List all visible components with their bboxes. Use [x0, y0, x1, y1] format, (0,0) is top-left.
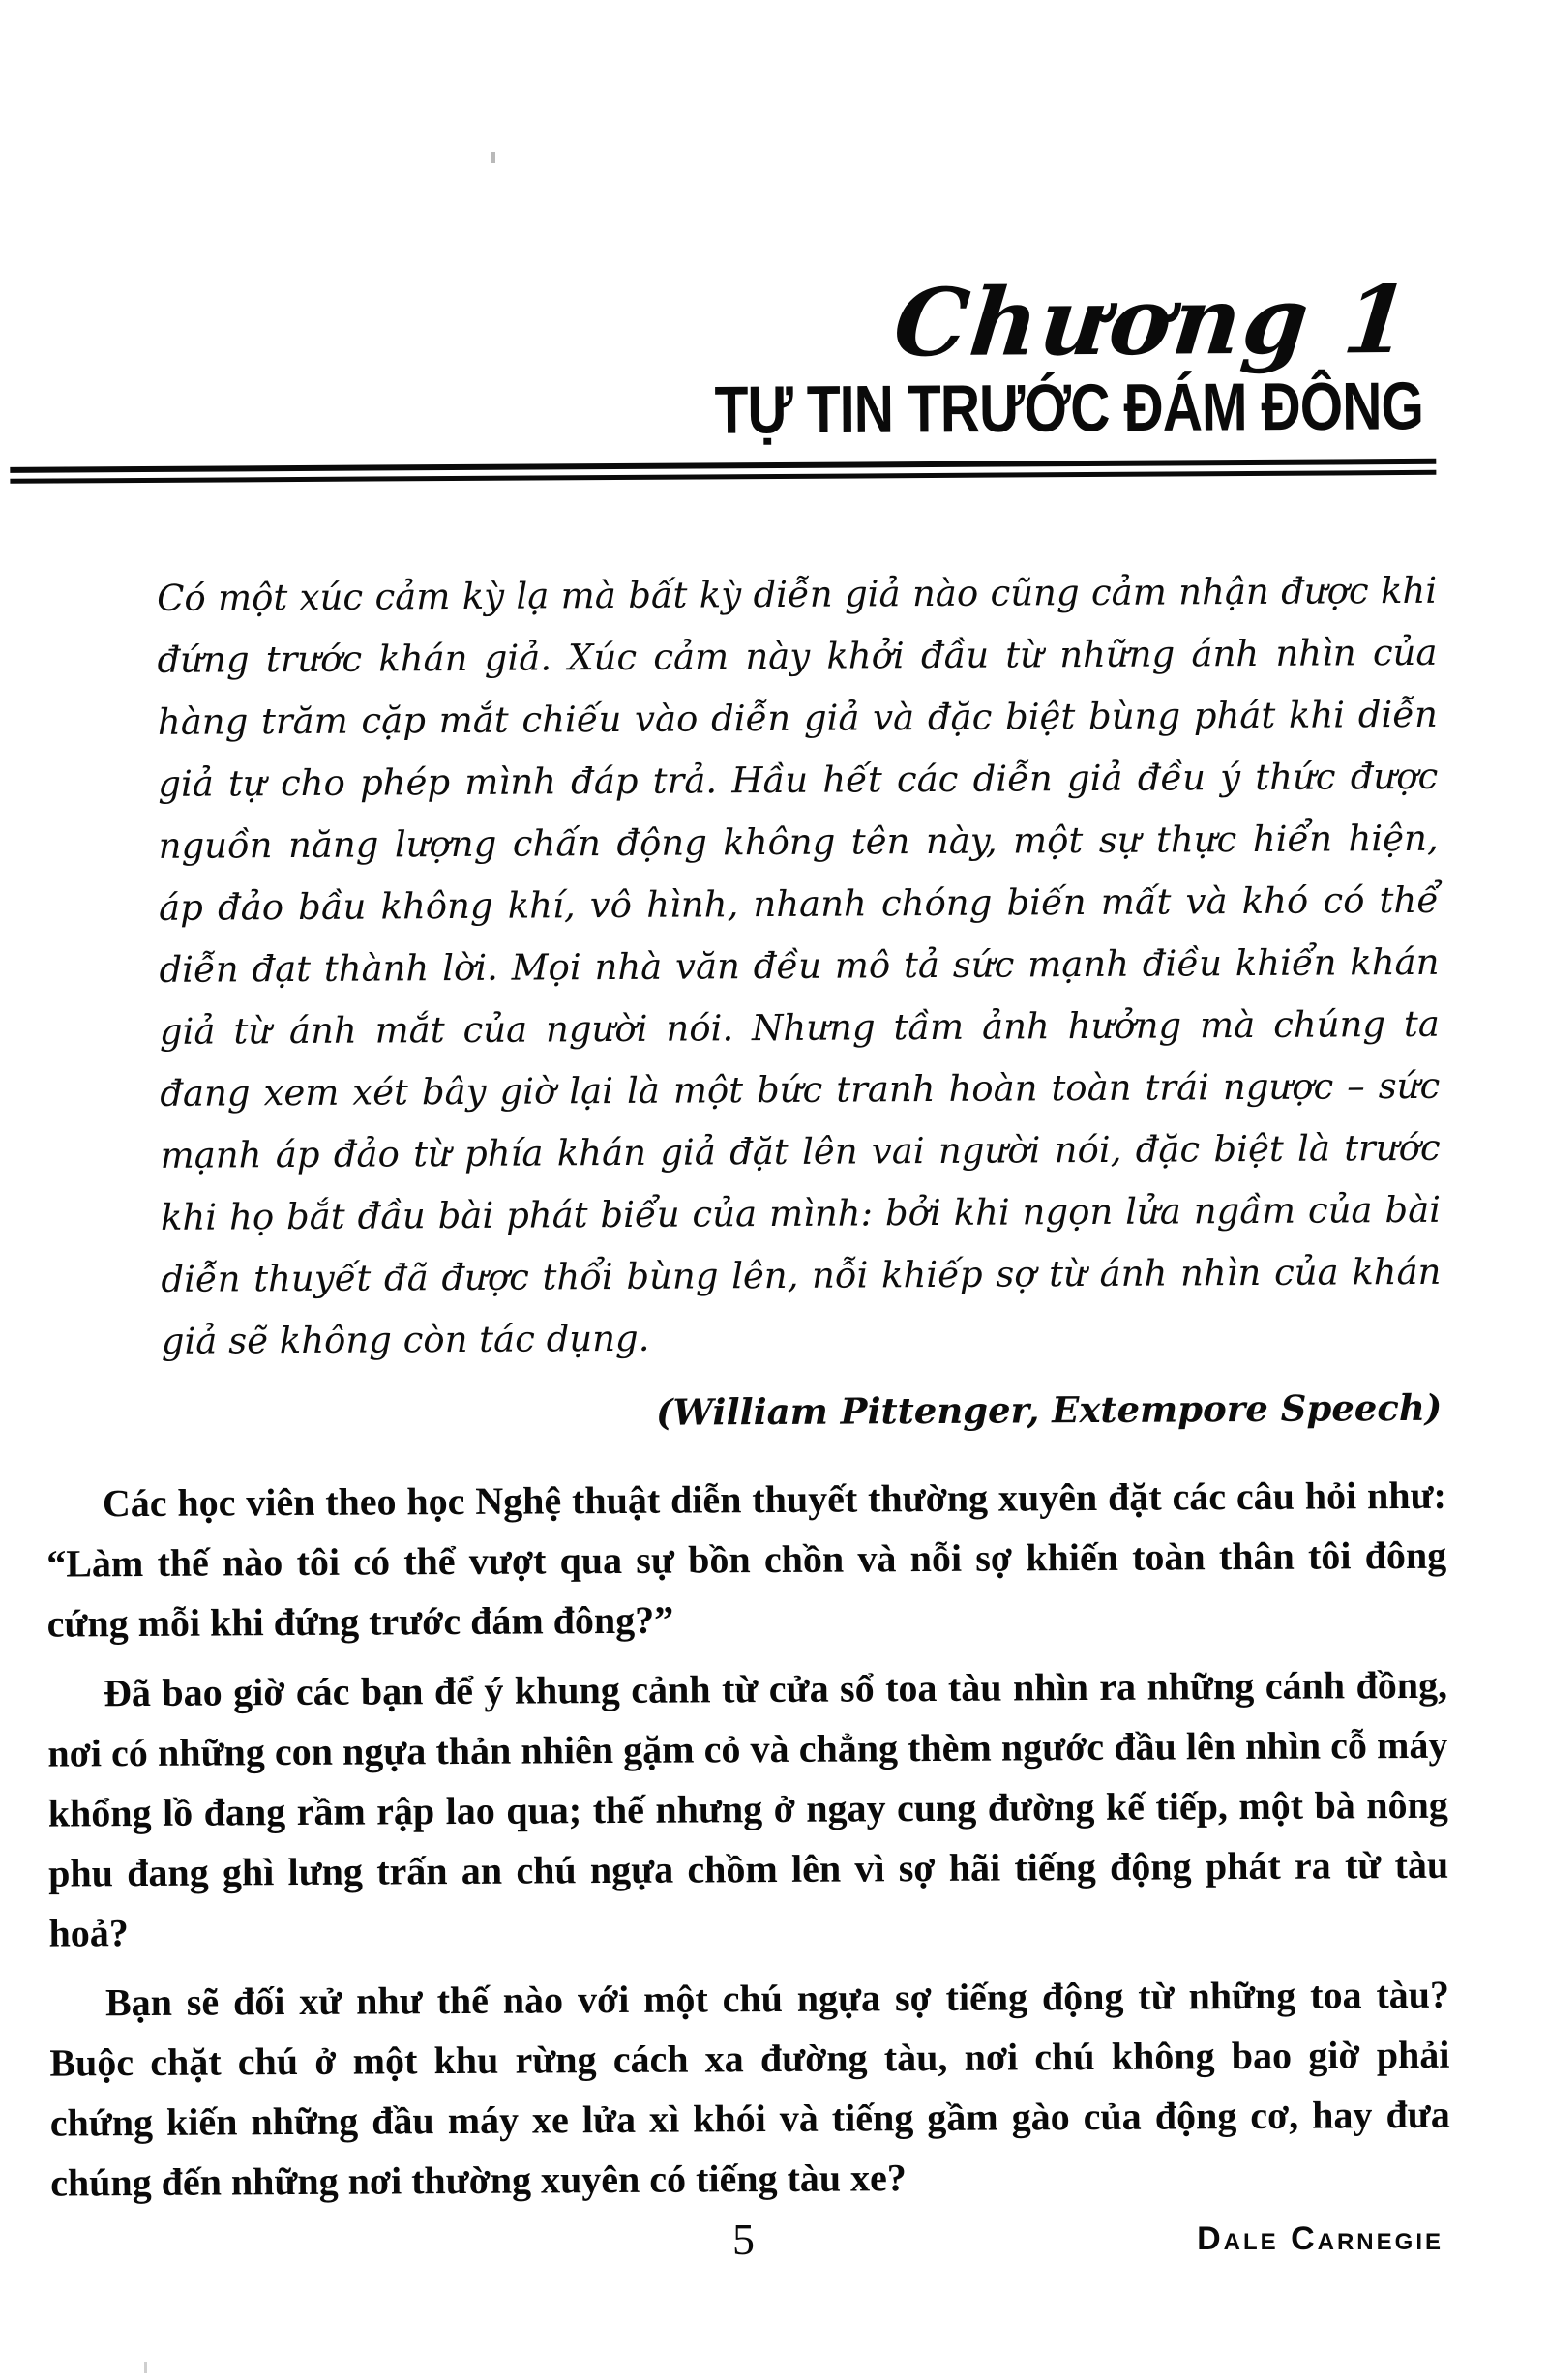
- double-rule-divider: [10, 459, 1436, 484]
- page-number: 5: [732, 2215, 755, 2264]
- epigraph-attribution: (William Pittenger, Extempore Speech): [655, 1385, 1443, 1434]
- page-footer: [44, 2211, 1444, 2269]
- chapter-header: [39, 264, 1424, 449]
- author-running-footer: Dale Carnegie: [1197, 2220, 1444, 2257]
- chapter-title: TỰ TIN TRƯỚC ĐÁM ĐÔNG: [714, 369, 1424, 449]
- body-paragraph-3: Bạn sẽ đối xử như thế nào với một chú ngựa sợ tiếng động từ những toa tàu? Buộc chặt chú ở một khu rừng cách xa đường tàu, nơi chú không bao giờ phải chứng kiến những đầu máy xe lửa xì khói và tiếng gầm gào của động cơ, hay đưa chúng đến những nơi thường xuyên có tiếng tàu xe?: [49, 1972, 1450, 2205]
- epigraph-quote: Có một xúc cảm kỳ lạ mà bất kỳ diễn giả nào cũng cảm nhận được khi đứng trước khán giả. Xúc cảm này khởi đầu từ những ánh nhìn của hàng trăm cặp mắt chiếu vào diễn giả và đặc biệt bùng phát khi diễn giả tự cho phép mình đáp trả. Hầu hết các diễn giả đều ý thức được nguồn năng lượng chấn động không tên này, một sự thực hiển hiện, áp đảo bầu không khí, vô hình, nhanh chóng biến mất và khó có thể diễn đạt thành lời. Mọi nhà văn đều mô tả sức mạnh điều khiển khán giả từ ánh mắt của người nói. Nhưng tầm ảnh hưởng mà chúng ta đang xem xét bây giờ lại là một bức tranh hoàn toàn trái ngược – sức mạnh áp đảo từ phía khán giả đặt lên vai người nói, đặc biệt là trước khi họ bắt đầu bài phát biểu của mình: bởi khi ngọn lửa ngầm của bài diễn thuyết đã được thổi bùng lên, nỗi khiếp sợ từ ánh nhìn của khán giả sẽ không còn tác dụng.: [157, 569, 1442, 1362]
- body-paragraph-1: Các học viên theo học Nghệ thuật diễn thuyết thường xuyên đặt các câu hỏi như: “Làm thế nào tôi có thể vượt qua sự bồn chồn và nỗi sợ khiến toàn thân tôi đông cứng mỗi khi đứng trước đám đông?”: [46, 1473, 1447, 1646]
- page-content: [0, 264, 1548, 2214]
- body-text: [46, 1466, 1451, 2214]
- scan-speck-top: [491, 152, 495, 163]
- body-paragraph-2: Đã bao giờ các bạn để ý khung cảnh từ cửa sổ toa tàu nhìn ra những cánh đồng, nơi có những con ngựa thản nhiên gặm cỏ và chẳng thèm ngước đầu lên nhìn cỗ máy khổng lồ đang rầm rập lao qua; thế nhưng ở ngay cung đường kế tiếp, một bà nông phu đang ghì lưng trấn an chú ngựa chồm lên vì sợ hãi tiếng động phát ra từ tàu hoả?: [47, 1662, 1449, 1955]
- chapter-number-script: Chương 1: [889, 264, 1416, 378]
- scan-speck-bottom: [144, 2362, 147, 2373]
